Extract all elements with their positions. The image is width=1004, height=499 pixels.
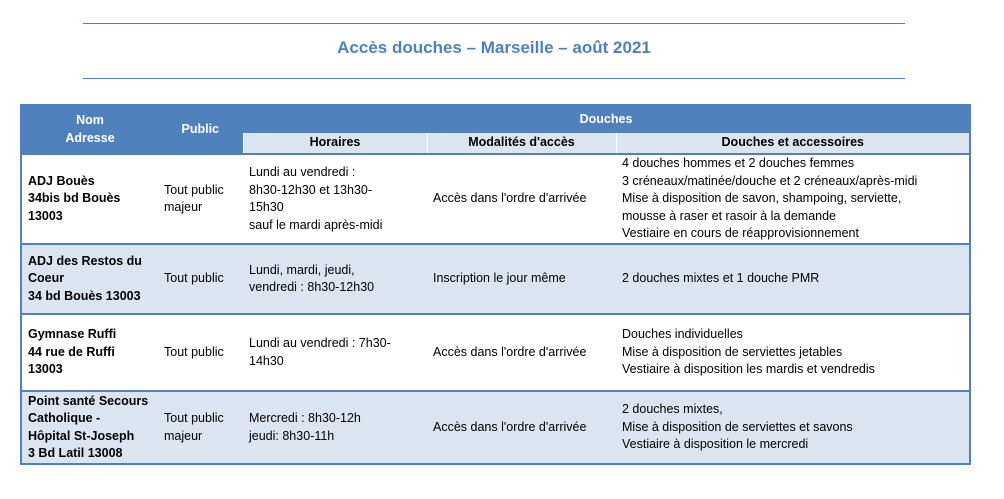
cell-accessoires bbox=[616, 314, 970, 391]
cell-horaires bbox=[243, 314, 427, 391]
address-line: 44 rue de Ruffi bbox=[28, 344, 115, 359]
cell-public bbox=[158, 314, 243, 391]
table-row bbox=[21, 244, 970, 314]
accessoires-line: 3 créneaux/matinée/douche et 2 créneaux/après-midi bbox=[622, 173, 918, 188]
cell-horaires bbox=[243, 391, 427, 464]
public-line: Tout public bbox=[164, 182, 224, 197]
accessoires-line: 4 douches hommes et 2 douches femmes bbox=[622, 156, 855, 171]
name-line: Coeur bbox=[28, 271, 65, 286]
table-row bbox=[21, 314, 970, 391]
horaires-line: Lundi au vendredi : bbox=[249, 165, 356, 179]
header-address-label: Adresse bbox=[65, 130, 115, 145]
title-rule-bottom bbox=[83, 78, 905, 79]
public-line: Tout public bbox=[164, 271, 224, 286]
name-line: Catholique - bbox=[28, 411, 101, 425]
cell-horaires bbox=[243, 154, 427, 244]
header-name-label: Nom bbox=[76, 113, 104, 127]
public-line: Tout public bbox=[164, 344, 224, 359]
table-row bbox=[21, 154, 970, 244]
cell-modalites: Accès dans l'ordre d'arrivée bbox=[427, 154, 616, 244]
name-line: ADJ des Restos du bbox=[28, 253, 142, 268]
address-line: 34bis bd Bouès bbox=[28, 191, 121, 206]
cell-name-address bbox=[21, 244, 158, 314]
horaires-line: 15h30 bbox=[249, 200, 284, 214]
accessoires-line: Vestiaire à disposition les mardis et vendredis bbox=[622, 362, 875, 377]
accessoires-line: Vestiaire en cours de réapprovisionnement bbox=[622, 226, 859, 241]
public-line: majeur bbox=[164, 428, 203, 443]
accessoires-line: 2 douches mixtes et 1 douche PMR bbox=[622, 271, 820, 286]
name-line: ADJ Bouès bbox=[28, 173, 95, 188]
showers-table bbox=[20, 104, 971, 465]
horaires-line: 8h30-12h30 et 13h30- bbox=[249, 182, 373, 197]
document-title: Accès douches – Marseille – août 2021 bbox=[337, 38, 651, 57]
horaires-line: sauf le mardi après-midi bbox=[249, 217, 383, 232]
name-line: Gymnase Ruffi bbox=[28, 327, 117, 342]
cell-accessoires bbox=[616, 244, 970, 314]
accessoires-line: Mise à disposition de serviettes et savons bbox=[622, 419, 853, 434]
cell-modalites: Accès dans l'ordre d'arrivée bbox=[427, 391, 616, 464]
address-line: 13003 bbox=[28, 362, 63, 377]
accessoires-line: mousse à raser et rasoir à la demande bbox=[622, 208, 836, 223]
cell-accessoires bbox=[616, 391, 970, 464]
horaires-line: Lundi au vendredi : 7h30- bbox=[249, 336, 391, 350]
table-row bbox=[21, 391, 970, 464]
cell-name-address bbox=[21, 391, 158, 464]
header-public: Public bbox=[158, 105, 243, 154]
cell-public bbox=[158, 244, 243, 314]
cell-modalites: Accès dans l'ordre d'arrivée bbox=[427, 314, 616, 391]
accessoires-line: Mise à disposition de savon, shampoing, serviette, bbox=[622, 191, 902, 206]
header-name-address bbox=[21, 105, 158, 154]
cell-modalites: Inscription le jour même bbox=[427, 244, 616, 314]
address-line: 3 Bd Latil 13008 bbox=[28, 446, 123, 460]
cell-public bbox=[158, 154, 243, 244]
header-modalites: Modalités d'accès bbox=[427, 133, 616, 154]
cell-name-address bbox=[21, 314, 158, 391]
accessoires-line: Mise à disposition de serviettes jetables bbox=[622, 344, 843, 359]
name-line: Hôpital St-Joseph bbox=[28, 428, 135, 443]
cell-accessoires bbox=[616, 154, 970, 244]
address-line: 13003 bbox=[28, 208, 63, 223]
horaires-line: jeudi: 8h30-11h bbox=[249, 428, 335, 443]
horaires-line: Lundi, mardi, jeudi, bbox=[249, 262, 355, 277]
cell-horaires bbox=[243, 244, 427, 314]
name-line: Point santé Secours bbox=[28, 393, 149, 408]
header-horaires: Horaires bbox=[243, 133, 427, 154]
title-rule-top bbox=[83, 23, 905, 24]
cell-name-address bbox=[21, 154, 158, 244]
accessoires-line: 2 douches mixtes, bbox=[622, 402, 723, 417]
public-line: majeur bbox=[164, 200, 203, 214]
horaires-line: 14h30 bbox=[249, 353, 284, 368]
header-douches: Douches bbox=[243, 105, 970, 133]
accessoires-line: Vestiaire à disposition le mercredi bbox=[622, 437, 809, 452]
header-accessoires: Douches et accessoires bbox=[616, 133, 970, 154]
public-line: Tout public bbox=[164, 411, 224, 425]
accessoires-line: Douches individuelles bbox=[622, 327, 743, 342]
horaires-line: Mercredi : 8h30-12h bbox=[249, 411, 361, 425]
horaires-line: vendredi : 8h30-12h30 bbox=[249, 280, 375, 294]
cell-public bbox=[158, 391, 243, 464]
address-line: 34 bd Bouès 13003 bbox=[28, 288, 141, 303]
